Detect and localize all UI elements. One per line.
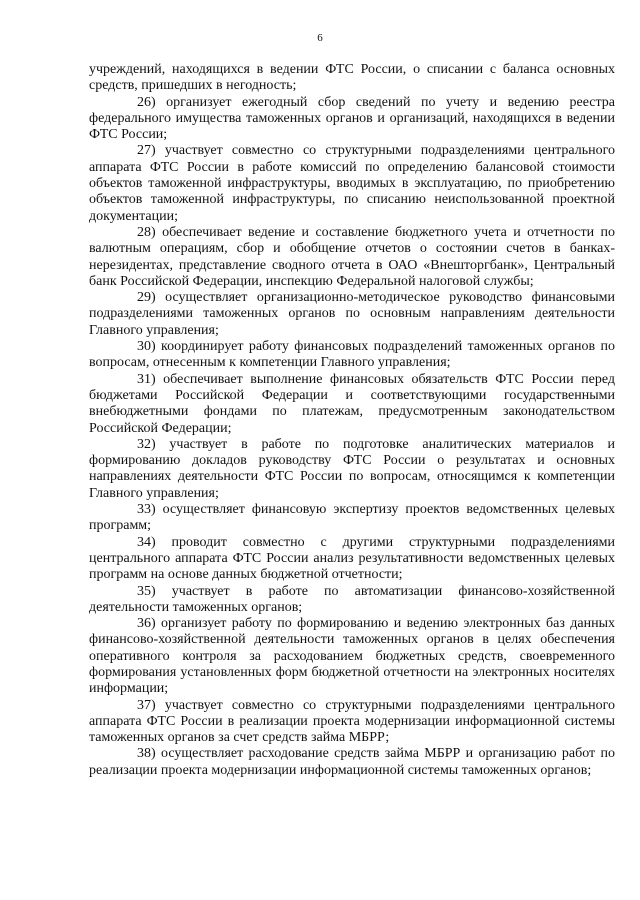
paragraph-continuation: учреждений, находящихся в ведении ФТС России, о списании с баланса основных средств, пришедших в негодность; bbox=[89, 62, 615, 94]
paragraph-item-32: 32) участвует в работе по подготовке аналитических материалов и формированию докладов руководству ФТС России о результатах и основных направлениях деятельности ФТС России по вопросам, относящимся к компетенции Главного управления; bbox=[89, 436, 615, 501]
document-body bbox=[89, 62, 615, 779]
paragraph-item-38: 38) осуществляет расходование средств займа МБРР и организацию работ по реализации проекта модернизации информационной системы таможенных органов; bbox=[89, 746, 615, 778]
paragraph-item-34: 34) проводит совместно с другими структурными подразделениями центрального аппарата ФТС России анализ результативности ведомственных целевых программ на основе данных бюджетной отчетности; bbox=[89, 534, 615, 583]
paragraph-item-37: 37) участвует совместно со структурными подразделениями центрального аппарата ФТС России в реализации проекта модернизации информационной системы таможенных органов за счет средств займа МБРР; bbox=[89, 697, 615, 746]
paragraph-item-35: 35) участвует в работе по автоматизации финансово-хозяйственной деятельности таможенных органов; bbox=[89, 583, 615, 615]
paragraph-item-33: 33) осуществляет финансовую экспертизу проектов ведомственных целевых программ; bbox=[89, 502, 615, 534]
paragraph-item-29: 29) осуществляет организационно-методическое руководство финансовыми подразделениями таможенных органов по основным направлениям деятельности Главного управления; bbox=[89, 290, 615, 338]
paragraph-item-36: 36) организует работу по формированию и ведению электронных баз данных финансово-хозяйственной деятельности таможенных органов в целях обеспечения оперативного контроля за расходованием бюджетных средств, своевременного формирования установленных форм бюджетной отчетности на электронных носителях информации; bbox=[89, 616, 615, 697]
paragraph-item-28: 28) обеспечивает ведение и составление бюджетного учета и отчетности по валютным операциям, сбор и обобщение отчетов о состоянии счетов в банках-нерезидентах, представление сводного отчета в ОАО «Внешторгбанк», Центральный банк Российской Федерации, инспекцию Федеральной налоговой службы; bbox=[89, 224, 615, 289]
paragraph-item-27: 27) участвует совместно со структурными подразделениями центрального аппарата ФТС России в работе комиссий по определению балансовой стоимости объектов таможенной инфраструктуры, вводимых в эксплуатацию, по приобретению объектов таможенной инфраструктуры, по списанию неиспользованной проектной документации; bbox=[89, 143, 615, 224]
paragraph-item-26: 26) организует ежегодный сбор сведений по учету и ведению реестра федерального имущества таможенных органов и организаций, находящихся в ведении ФТС России; bbox=[89, 94, 615, 143]
page-number: 6 bbox=[317, 32, 323, 44]
paragraph-item-31: 31) обеспечивает выполнение финансовых обязательств ФТС России перед бюджетами Российской Федерации и соответствующими государственными внебюджетными фондами по платежам, предусмотренным законодательством Российской Федерации; bbox=[89, 371, 615, 436]
paragraph-item-30: 30) координирует работу финансовых подразделений таможенных органов по вопросам, отнесенным к компетенции Главного управления; bbox=[89, 339, 615, 371]
